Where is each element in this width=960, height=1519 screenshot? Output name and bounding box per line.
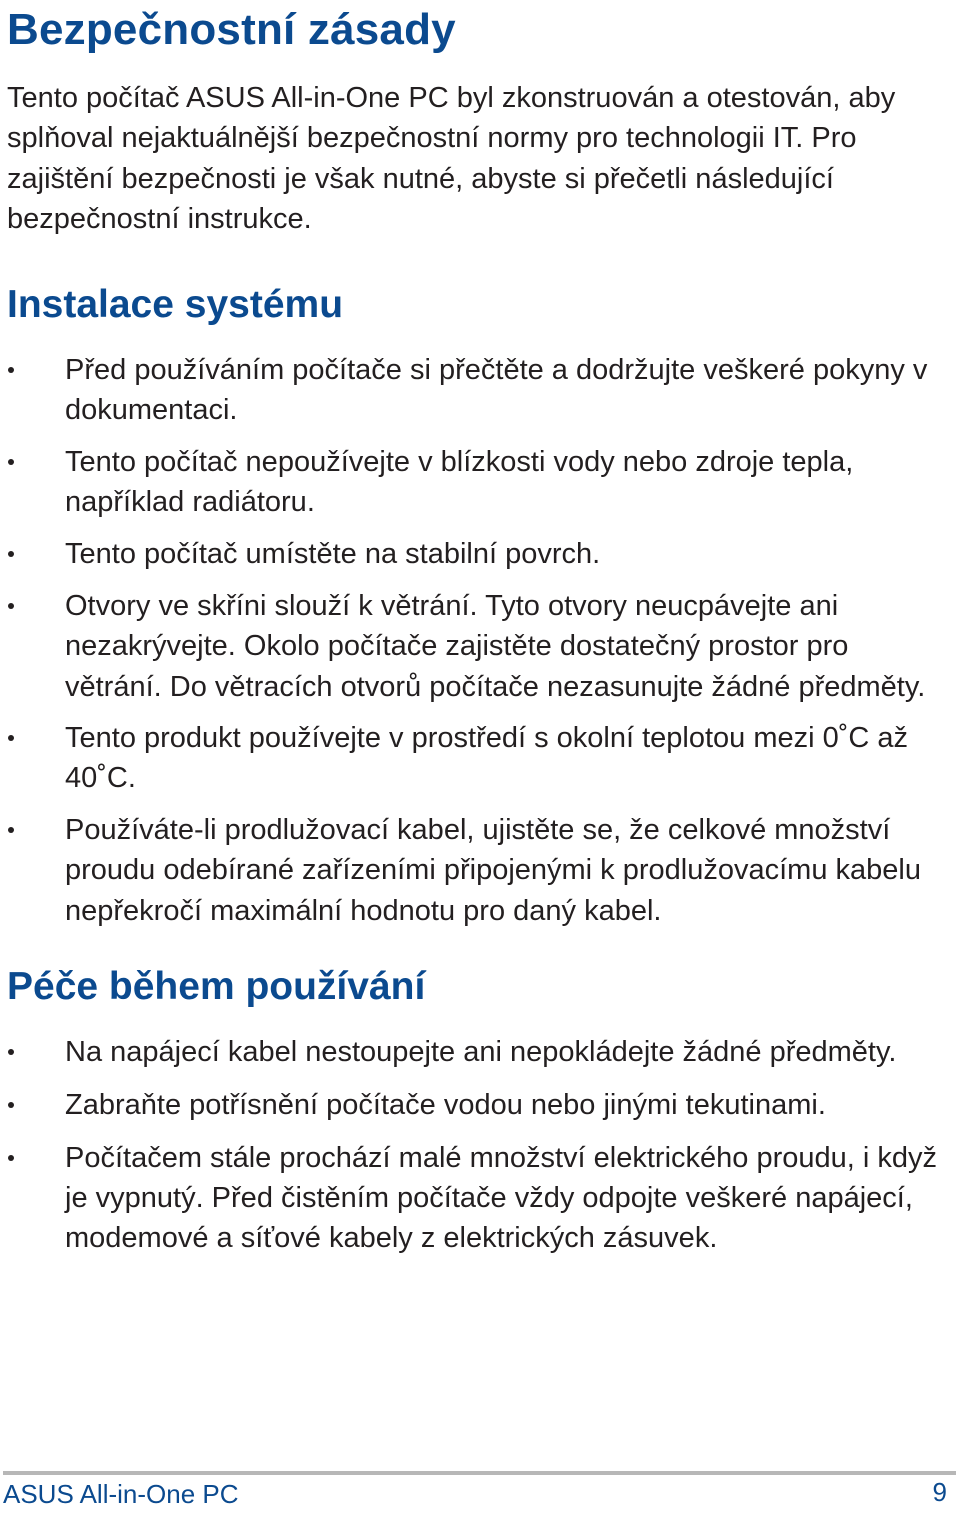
section-heading-installation: Instalace systému <box>7 283 344 326</box>
section-heading-care: Péče během používání <box>7 965 426 1008</box>
list-item-text: Na napájecí kabel nestoupejte ani nepokládejte žádné předměty. <box>65 1036 897 1068</box>
list-item <box>0 810 960 931</box>
bullet-icon <box>8 735 14 741</box>
bullet-icon <box>8 603 14 609</box>
list-item-text: Před používáním počítače si přečtěte a dodržujte veškeré pokyny v dokumentaci. <box>65 354 928 427</box>
list-item <box>0 1138 960 1259</box>
page-title: Bezpečnostní zásady <box>7 5 456 54</box>
bullet-icon <box>8 1155 14 1161</box>
list-item <box>0 1032 960 1072</box>
bullet-icon <box>8 367 14 373</box>
list-item <box>0 586 960 707</box>
intro-paragraph: Tento počítač ASUS All-in-One PC byl zkonstruován a otestován, aby splňoval nejaktuálnější bezpečnostní normy pro technologii IT. Pro zajištění bezpečnosti je však nutné, abyste si přečetli následující bezpečnostní instrukce. <box>7 82 896 235</box>
list-item-text: Tento počítač umístěte na stabilní povrch. <box>65 538 601 571</box>
list-item <box>0 350 960 431</box>
installation-list <box>0 350 960 942</box>
list-item-text: Otvory ve skříni slouží k větrání. Tyto otvory neucpávejte ani nezakrývejte. Okolo počítače zajistěte dostatečný prostor pro větrání. Do větracích otvorů počítače nezasunujte žádné předměty. <box>65 589 926 703</box>
bullet-icon <box>8 827 14 833</box>
bullet-icon <box>8 1049 14 1055</box>
list-item-text: Tento počítač nepoužívejte v blízkosti vody nebo zdroje tepla, například radiátoru. <box>65 446 854 519</box>
list-item <box>0 1085 960 1125</box>
list-item <box>0 718 960 799</box>
footer-divider <box>3 1471 956 1475</box>
list-item-text: Tento produkt používejte v prostředí s okolní teplotou mezi 0˚C až 40˚C. <box>65 721 909 795</box>
list-item <box>0 442 960 523</box>
bullet-icon <box>8 459 14 465</box>
list-item-text: Používáte-li prodlužovací kabel, ujistěte se, že celkové množství proudu odebírané zařízeními připojenými k prodlužovacímu kabelu nepřekročí maximální hodnotu pro daný kabel. <box>65 813 921 927</box>
list-item-text: Počítačem stále prochází malé množství elektrického proudu, i když je vypnutý. Před čistěním počítače vždy odpojte veškeré napájecí, modemové a síťové kabely z elektrických zásuvek. <box>65 1141 937 1255</box>
list-item <box>0 534 960 574</box>
footer-product-name: ASUS All-in-One PC <box>3 1479 239 1509</box>
page-number: 9 <box>932 1477 947 1507</box>
bullet-icon <box>8 551 14 557</box>
list-item-text: Zabraňte potřísnění počítače vodou nebo jinými tekutinami. <box>65 1088 826 1121</box>
care-list <box>0 1032 960 1271</box>
bullet-icon <box>8 1102 14 1108</box>
